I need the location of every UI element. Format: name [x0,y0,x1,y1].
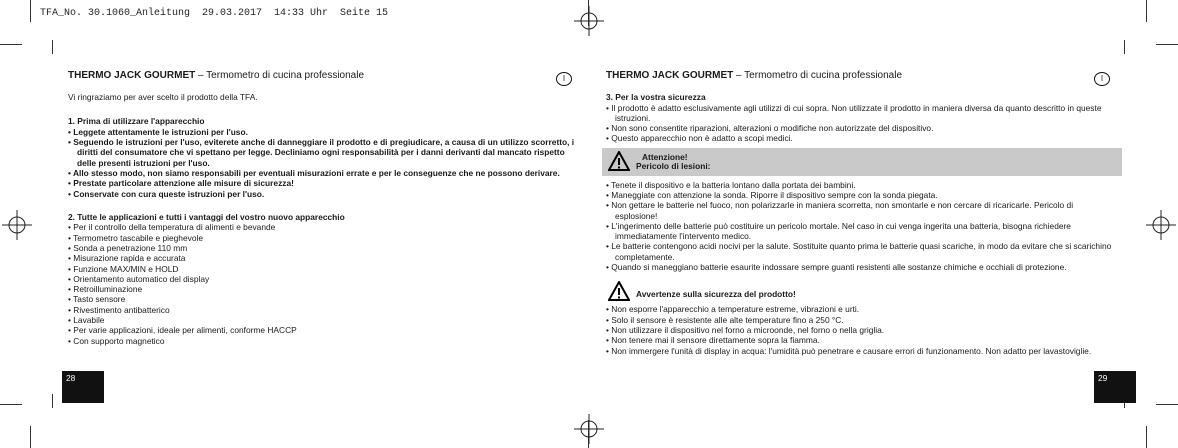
section-2-list [68,222,576,346]
list-item: • Funzione MAX/MIN e HOLD [68,264,576,274]
warning-title: Attenzione! [642,151,688,162]
registration-mark-icon [1146,210,1176,240]
warning-list [606,180,1114,273]
crop-mark [1124,40,1125,54]
caution-list [606,304,1114,355]
warning-triangle-icon [608,151,630,171]
list-item: • Tasto sensore [68,294,576,304]
list-item: • Non esporre l'apparecchio a temperature estreme, vibrazioni e urti. [606,304,1114,314]
list-item: • Conservate con cura queste istruzioni per l'uso. [68,189,576,199]
crop-mark [30,426,31,448]
list-item: • Rivestimento antibatterico [68,305,576,315]
list-item: • Solo il sensore è resistente alle alte temperature fino a 250 °C. [606,315,1114,325]
list-item: • Leggete attentamente le istruzioni per l'uso. [68,127,576,137]
list-item: • Retroilluminazione [68,284,576,294]
warning-text [636,153,710,172]
list-item: • Sonda a penetrazione 110 mm [68,243,576,253]
list-item: • Orientamento automatico del display [68,274,576,284]
crop-mark [0,404,22,405]
list-item: • Con supporto magnetico [68,336,576,346]
list-item: • Seguendo le istruzioni per l'uso, eviterete anche di danneggiare il prodotto e di pregiudicare, a causa di un utilizzo scorretto, i diritti del consumatore che vi spettano per legge. Decliniamo ogni responsabilità per i danni derivanti dal mancato rispetto delle presenti istruzioni per l'uso. [68,137,576,168]
list-item: • Misurazione rapida e accurata [68,253,576,263]
list-item: • Prestate particolare attenzione alle misure di sicurezza! [68,178,576,188]
left-page [68,70,576,346]
crop-mark [1156,44,1178,45]
list-item: • Tenete il dispositivo e la batteria lontano dalla portata dei bambini. [606,180,1114,190]
print-slug: TFA_No. 30.1060_Anleitung 29.03.2017 14:33 Uhr Seite 15 [40,8,389,19]
section-2-title: 2. Tutte le applicazioni e tutti i vantaggi del vostro nuovo apparecchio [68,211,345,222]
list-item: • Questo apparecchio non è adatto a scopi medici. [606,133,1114,143]
registration-mark-icon [574,6,604,36]
language-badge: I [556,72,572,86]
page-number: 28 [62,371,104,403]
list-item: • Non tenere mai il sensore direttamente sopra la fiamma. [606,335,1114,345]
list-item: • Maneggiate con attenzione la sonda. Riporre il dispositivo sempre con la sonda piegata. [606,190,1114,200]
page-header [606,70,1114,81]
section-1-list [68,127,576,199]
product-subtitle: – Termometro di cucina professionale [195,70,365,81]
crop-mark [0,44,22,45]
list-item: • Lavabile [68,315,576,325]
list-item: • Il prodotto è adatto esclusivamente agli utilizzi di cui sopra. Non utilizzate il prodotto in maniera diversa da quanto descritto in queste istruzioni. [606,103,1114,124]
list-item: • Non immergere l'unità di display in acqua: l'umidità può penetrare e causare errori di funzionamento. Non adatto per lavastoviglie. [606,346,1114,356]
list-item: • Per il controllo della temperatura di alimenti e bevande [68,222,576,232]
page-number: 29 [1094,371,1136,403]
warning-subtitle: Pericolo di lesioni: [636,161,711,172]
list-item: • Quando si maneggiano batterie esaurite indossare sempre guanti resistenti alle sostanze chimiche e occhiali di protezione. [606,262,1114,272]
language-badge: I [1094,72,1110,86]
intro-text: Vi ringraziamo per aver scelto il prodotto della TFA. [68,92,258,102]
list-item: • L'ingerimento delle batterie può costituire un pericolo mortale. Nel caso in cui venga ingerita una batteria, bisogna richiedere immediatamente l'intervento medico. [606,221,1114,242]
registration-mark-icon [574,414,604,444]
warning-triangle-icon [608,281,630,301]
crop-mark [52,394,53,408]
right-page [606,70,1114,356]
section-3-title: 3. Per la vostra sicurezza [606,92,706,102]
crop-mark [1156,404,1178,405]
list-item: • Non sono consentite riparazioni, alterazioni o modifiche non autorizzate del dispositivo. [606,123,1114,133]
list-item: • Termometro tascabile e pieghevole [68,233,576,243]
registration-mark-icon [2,210,32,240]
crop-mark [52,40,53,54]
caution-title: Avvertenze sulla sicurezza del prodotto! [636,289,796,300]
warning-box [602,148,1122,176]
list-item: • Per varie applicazioni, ideale per alimenti, conforme HACCP [68,325,576,335]
product-name: THERMO JACK GOURMET [606,70,734,81]
crop-mark [30,0,31,22]
crop-mark [1146,0,1147,22]
list-item: • Non utilizzare il dispositivo nel forno a microonde, nel forno o nella griglia. [606,325,1114,335]
crop-mark [1146,426,1147,448]
section-3-list [606,103,1114,144]
product-name: THERMO JACK GOURMET [68,70,196,81]
page-header [68,70,576,81]
product-subtitle: – Termometro di cucina professionale [733,70,903,81]
list-item: • Allo stesso modo, non siamo responsabili per eventuali misurazioni errate e per le conseguenze che ne possono derivare. [68,168,576,178]
caution-heading [606,280,1114,304]
section-1-title: 1. Prima di utilizzare l'apparecchio [68,116,205,127]
list-item: • Non gettare le batterie nel fuoco, non polarizzarle in maniera scorretta, non smontarle e non cercare di ricaricarle. Pericolo di esplosione! [606,200,1114,221]
list-item: • Le batterie contengono acidi nocivi per la salute. Sostituite quanto prima le batterie quasi scariche, in modo da evitare che si scarichino completamente. [606,241,1114,262]
